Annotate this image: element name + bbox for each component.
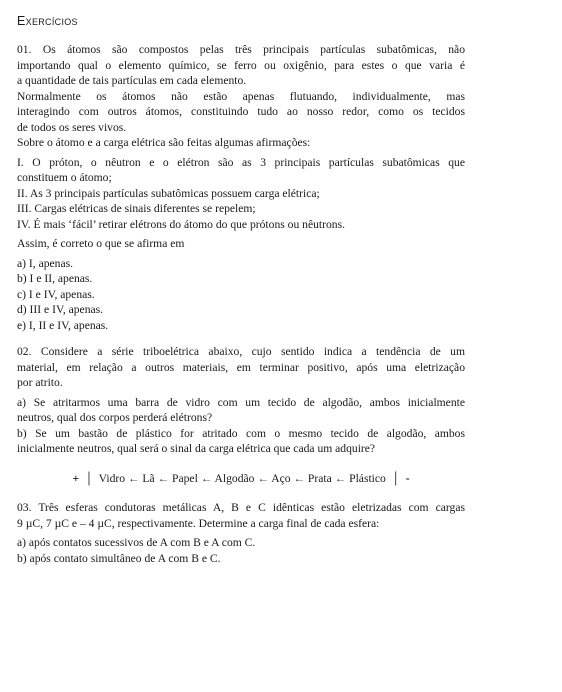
q1-paragraph1-line-3: a quantidade de tais partículas em cada elemento. (17, 74, 247, 87)
q2-item-b-line-2: inicialmente neutros, qual será o sinal da carga elétrica que cada um adquire? (17, 442, 376, 455)
q1-statement-3: III. Cargas elétricas de sinais diferentes se repelem; (17, 202, 256, 215)
series-left-bar: │ (81, 471, 96, 485)
q3-item-a: a) após contatos sucessivos de A com B e A com C. (17, 536, 256, 549)
series-materials: Vidro ← Lã ← Papel ← Algodão ← Aço ← Prata ← Plástico (98, 471, 386, 485)
question-3 (17, 500, 465, 566)
triboelectric-series (17, 471, 465, 487)
q2-item-b-line-1: b) Se um bastão de plástico for atritado com o mesmo tecido de algodão, ambos (17, 426, 465, 440)
q1-paragraph1-line-1: 01. Os átomos são compostos pelas três principais partículas subatômicas, não (17, 43, 465, 56)
q1-option-d: d) III e IV, apenas. (17, 303, 104, 316)
series-plus-sign: + (72, 471, 80, 485)
q2-item-a-line-2: neutros, qual dos corpos perderá elétrons? (17, 411, 213, 424)
q1-option-b: b) I e II, apenas. (17, 272, 93, 285)
q1-option-c: c) I e IV, apenas. (17, 287, 95, 301)
question-1 (17, 42, 465, 333)
q1-option-a: a) I, apenas. (17, 256, 74, 270)
q3-paragraph-line-1: 03. Três esferas condutoras metálicas A, B e C idênticas estão eletrizadas com cargas (17, 501, 465, 514)
q3-paragraph-line-2: 9 µC, 7 µC e – 4 µC, respectivamente. Determine a carga final de cada esfera: (17, 516, 380, 530)
exercise-page (17, 14, 465, 566)
series-minus-sign: - (405, 471, 410, 485)
q2-paragraph-line-2: material, em relação a outros materiais, em terminar positivo, após uma eletrização (17, 360, 465, 374)
q1-statement-4: IV. É mais ‘fácil’ retirar elétrons do átomo do que prótons ou nêutrons. (17, 217, 345, 231)
q2-item-a-line-1: a) Se atritarmos uma barra de vidro com um tecido de algodão, ambos inicialmente (17, 395, 465, 409)
q1-option-e: e) I, II e IV, apenas. (17, 318, 109, 332)
q1-paragraph2-line-2: interagindo com outros átomos, constituindo tudo ao nosso redor, como os tecidos (17, 105, 465, 118)
page-title: Exercícios (17, 14, 78, 28)
q1-statement-1-cont: constituem o átomo; (17, 171, 112, 184)
question-2 (17, 344, 465, 486)
q1-prompt: Assim, é correto o que se afirma em (17, 237, 185, 250)
q1-statement-1: I. O próton, o nêutron e o elétron são as 3 principais partículas subatômicas que (17, 155, 465, 169)
q1-paragraph1-line-2: importando qual o elemento químico, se ferro ou oxigênio, para estes o que varia é (17, 58, 465, 72)
q1-paragraph2-line-1: Normalmente os átomos não estão apenas flutuando, individualmente, mas (17, 89, 465, 103)
q3-item-b: b) após contato simultâneo de A com B e C. (17, 551, 221, 565)
q2-paragraph-line-3: por atrito. (17, 376, 63, 389)
q1-paragraph2-line-3: de todos os seres vivos. (17, 120, 127, 134)
q2-paragraph-line-1: 02. Considere a série triboelétrica abaixo, cujo sentido indica a tendência de um (17, 345, 465, 358)
series-right-bar: │ (388, 471, 403, 485)
q1-intro: Sobre o átomo e a carga elétrica são feitas algumas afirmações: (17, 136, 311, 149)
q1-statement-2: II. As 3 principais partículas subatômicas possuem carga elétrica; (17, 186, 320, 200)
